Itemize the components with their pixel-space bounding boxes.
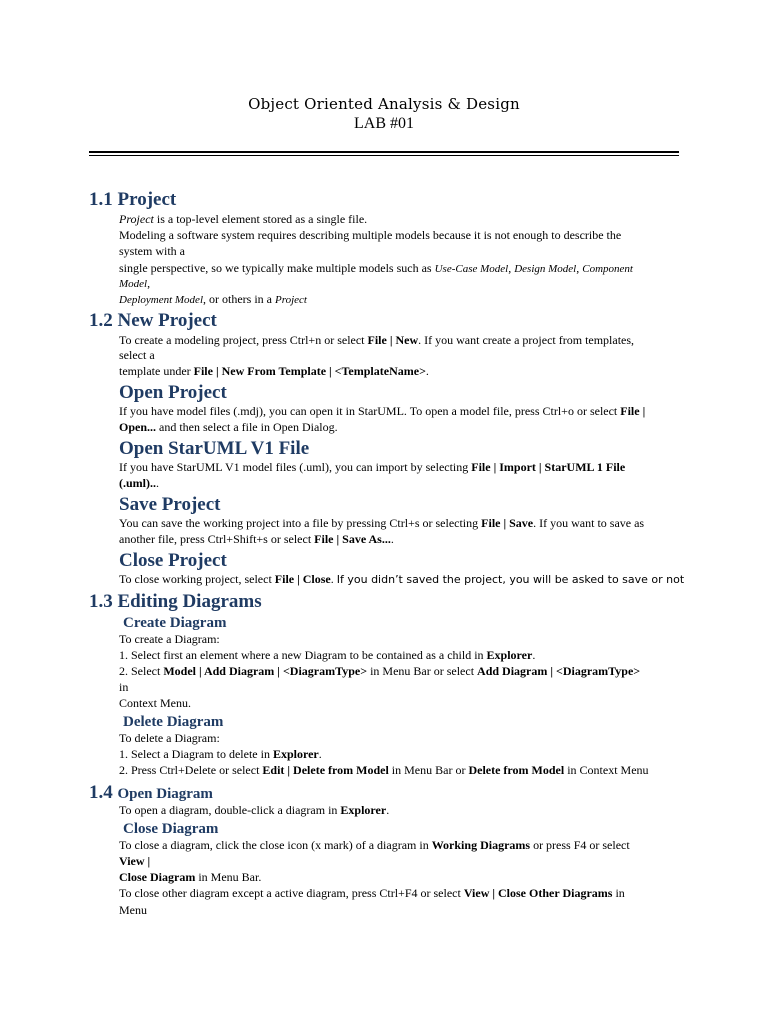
heading-close-project: Close Project — [119, 550, 227, 571]
paragraph-line: To open a diagram, double-click a diagram in Explorer. — [119, 803, 390, 817]
paragraph-line: single perspective, so we typically make multiple models such as Use-Case Model, Design Model, Component — [119, 261, 633, 275]
paragraph-line: To close working project, select File | Close. If you didn’t saved the project, you will be asked to save or not — [119, 572, 685, 586]
paragraph-line: template under File | New From Template | <TemplateName>. — [119, 364, 429, 378]
paragraph-line: Open... and then select a file in Open Dialog. — [119, 420, 338, 434]
document-title: Object Oriented Analysis & Design — [248, 95, 520, 113]
heading-1-2: 1.2 New Project — [89, 310, 217, 331]
paragraph-line: 1. Select first an element where a new Diagram to be contained as a child in Explorer. — [119, 648, 536, 662]
paragraph-line: Close Diagram in Menu Bar. — [119, 870, 262, 884]
heading-1-3: 1.3 Editing Diagrams — [89, 591, 262, 612]
heading-delete-diagram: Delete Diagram — [123, 714, 224, 730]
paragraph-line: Model, — [119, 276, 151, 290]
heading-open-project: Open Project — [119, 382, 227, 403]
paragraph-line: Project is a top-level element stored as a single file. — [119, 212, 368, 226]
paragraph-line: View | — [119, 854, 151, 868]
heading-open-staruml-v1: Open StarUML V1 File — [119, 438, 310, 459]
paragraph-line: To create a Diagram: — [119, 632, 220, 646]
paragraph-line: Context Menu. — [119, 696, 191, 710]
heading-1-4: 1.4 Open Diagram — [89, 782, 213, 803]
heading-1-1: 1.1 Project — [89, 189, 177, 210]
paragraph-line: To close a diagram, click the close icon (x mark) of a diagram in Working Diagrams or press F4 or select — [119, 838, 630, 852]
paragraph-line: (.uml)... — [119, 476, 159, 490]
paragraph-line: If you have model files (.mdj), you can open it in StarUML. To open a model file, press Ctrl+o or select File | — [119, 404, 646, 418]
paragraph-line: To delete a Diagram: — [119, 731, 220, 745]
paragraph-line: select a — [119, 348, 155, 362]
lab-number: LAB #01 — [354, 115, 414, 132]
heading-save-project: Save Project — [119, 494, 221, 515]
paragraph-line: in — [119, 680, 129, 694]
paragraph-line: You can save the working project into a file by pressing Ctrl+s or selecting File | Save. If you want to save as — [119, 516, 645, 530]
paragraph-line: To close other diagram except a active diagram, press Ctrl+F4 or select View | Close Other Diagrams in — [119, 886, 625, 900]
paragraph-line: 1. Select a Diagram to delete in Explorer. — [119, 747, 322, 761]
paragraph-line: another file, press Ctrl+Shift+s or select File | Save As.... — [119, 532, 394, 546]
paragraph-line: system with a — [119, 244, 185, 258]
paragraph-line: 2. Select Model | Add Diagram | <DiagramType> in Menu Bar or select Add Diagram | <DiagramType> — [119, 664, 641, 678]
heading-create-diagram: Create Diagram — [123, 615, 227, 631]
paragraph-line: Menu — [119, 903, 147, 917]
paragraph-line: If you have StarUML V1 model files (.uml), you can import by selecting File | Import | StarUML 1 File — [119, 460, 626, 474]
paragraph-line: 2. Press Ctrl+Delete or select Edit | Delete from Model in Menu Bar or Delete from Model in Context Menu — [119, 763, 649, 777]
heading-close-diagram: Close Diagram — [123, 821, 219, 837]
paragraph-line: To create a modeling project, press Ctrl+n or select File | New. If you want create a project from templates, — [119, 333, 635, 347]
paragraph-line: Modeling a software system requires describing multiple models because it is not enough to describe the — [119, 228, 622, 242]
header-rule-thin — [89, 155, 679, 156]
header-rule-thick — [89, 151, 679, 153]
paragraph-line: Deployment Model, or others in a Project — [119, 292, 307, 306]
